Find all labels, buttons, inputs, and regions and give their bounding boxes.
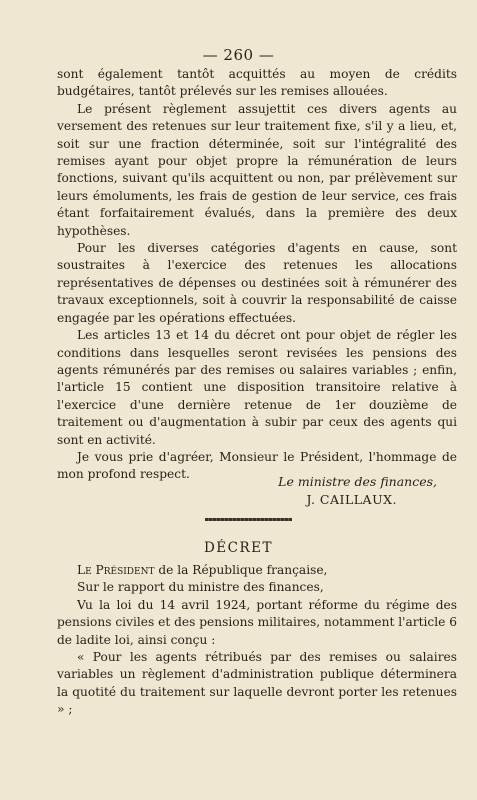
decree-body [57,562,457,719]
paragraph-articles: Les articles 13 et 14 du décret ont pour objet de régler les conditions dans lesquelles seront revisées les pensions des agents rémunérés par des remises ou salaires variables ; enfin, l'article 15 contient une disposition transitoire relative à l'exercice d'une dernière retenue de 1er douzième de traitement ou d'augmentation à subir par ceux des agents qui sont en activité. [57,328,457,447]
president-caps: Le Président [77,563,155,577]
decree-president-line [57,562,457,579]
decree-title: DÉCRET [203,540,274,556]
section-divider [205,518,292,521]
decree-rapport-line: Sur le rapport du ministre des finances, [77,580,324,595]
paragraph-retenues: Le présent règlement assujettit ces divers agents au versement des retenues sur leur traitement fixe, s'il y a lieu, et, soit sur une fraction déterminée, soit sur l'intégralité des remises ayant pour objet propre la rémunération de leurs fonctions, suivant qu'ils acquittent ou non, par prélèvement sur leurs émoluments, les frais de gestion de leur service, ces frais étant forfaitairement évalués, dans la première des deux hypothèses. [57,101,457,238]
decree-quote: « Pour les agents rétribués par des remises ou salaires variables un règlement d'administration publique déterminera la quotité du traitement sur laquelle devront porter les retenues » ; [57,650,457,717]
paragraph-closing: Je vous prie d'agréer, Monsieur le Président, l'hommage de mon profond respect. [57,449,457,482]
decree-vu-line: Vu la loi du 14 avril 1924, portant réforme du régime des pensions civiles et des pensions militaires, notamment l'article 6 de ladite loi, ainsi conçu : [57,597,457,647]
paragraph-continuation: sont également tantôt acquittés au moyen de crédits budgétaires, tantôt prélevés sur les remises allouées. [57,67,457,99]
signature-name: J. CAILLAUX. [306,492,397,507]
president-rest: de la République française, [154,563,328,577]
paragraph-allocations: Pour les diverses catégories d'agents en cause, sont soustraites à l'exercice des retenues les allocations représentatives de dépenses ou destinées soit à rémunérer des travaux exceptionnels, soit à couvrir la responsabilité de caisse engagée par les opérations effectuées. [57,241,457,325]
signature-role: Le ministre des finances, [278,474,437,489]
page-number: — 260 — [202,46,275,64]
report-body [57,66,457,484]
